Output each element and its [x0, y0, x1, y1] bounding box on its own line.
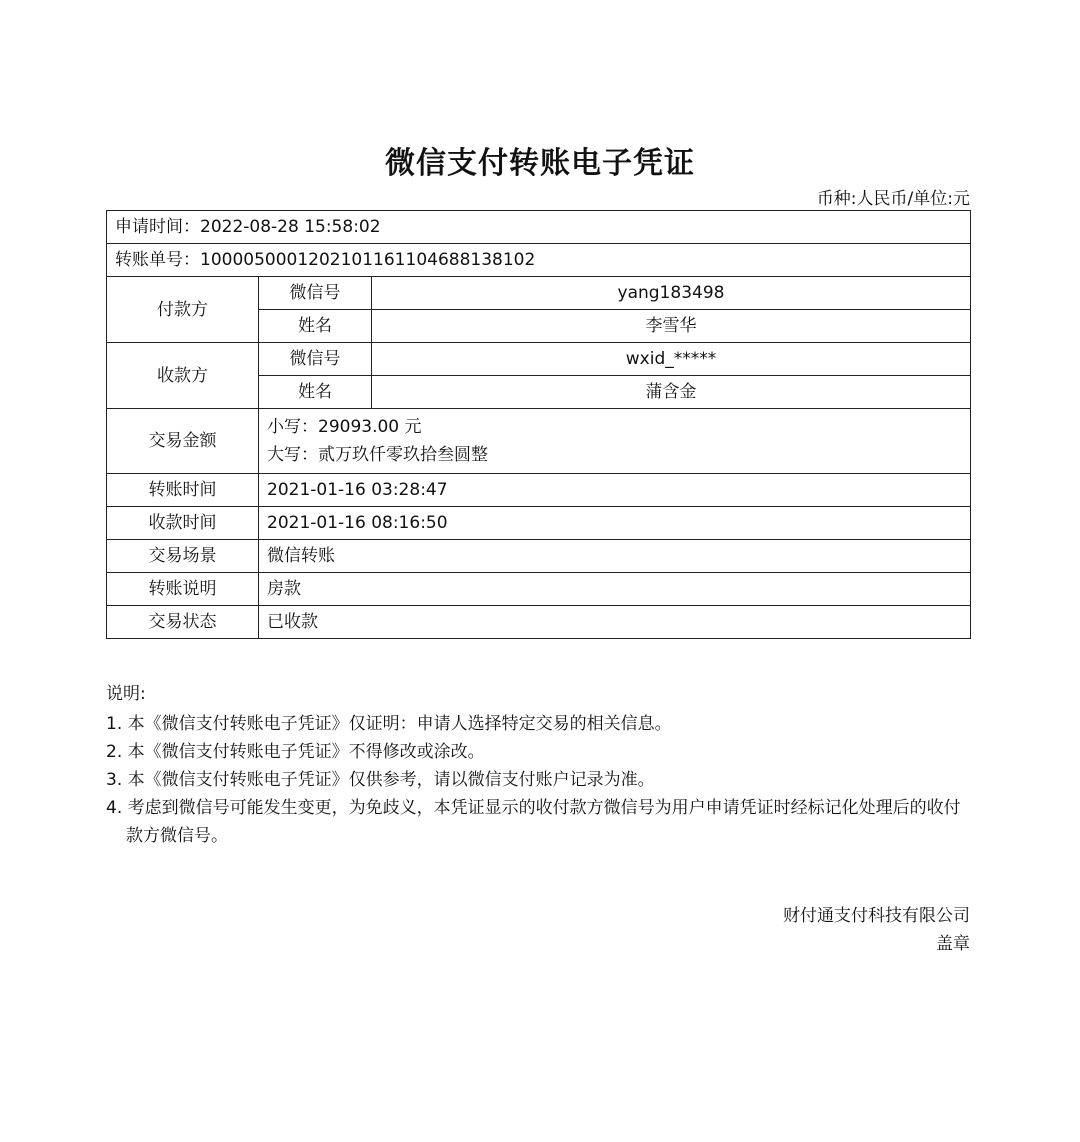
- payer-wechat-value: yang183498: [372, 277, 971, 310]
- notes-heading: 说明:: [106, 684, 146, 704]
- company-block: [783, 902, 970, 958]
- document-title: 微信支付转账电子凭证: [385, 146, 695, 181]
- remark-value: 房款: [259, 573, 971, 606]
- company-name: 财付通支付科技有限公司: [783, 906, 970, 926]
- payer-wechat-label: 微信号: [259, 277, 372, 310]
- scene-value: 微信转账: [259, 540, 971, 573]
- payee-wechat-label: 微信号: [259, 343, 372, 376]
- note-item-4: 4. 考虑到微信号可能发生变更，为免歧义，本凭证显示的收付款方微信号为用户申请凭证时经标记化处理后的收付款方微信号。: [106, 798, 961, 846]
- status-row: [107, 606, 971, 639]
- payer-label: 付款方: [107, 277, 259, 343]
- amount-row: [107, 409, 971, 474]
- notes-section: [106, 680, 976, 850]
- payee-name-value: 蒲含金: [372, 376, 971, 409]
- receive-time-row: [107, 507, 971, 540]
- payee-label: 收款方: [107, 343, 259, 409]
- apply-time-row: [107, 211, 971, 244]
- transfer-time-value: 2021-01-16 03:28:47: [259, 474, 971, 507]
- remark-row: [107, 573, 971, 606]
- payee-name-label: 姓名: [259, 376, 372, 409]
- note-item-3: 3. 本《微信支付转账电子凭证》仅供参考，请以微信支付账户记录为准。: [106, 770, 655, 790]
- amount-lower: 小写：29093.00 元: [267, 417, 422, 437]
- transfer-no: 转账单号：1000050001202101161104688138102: [107, 244, 971, 277]
- remark-label: 转账说明: [107, 573, 259, 606]
- scene-row: [107, 540, 971, 573]
- voucher-table: [106, 210, 971, 639]
- amount-upper: 大写：贰万玖仟零玖拾叁圆整: [267, 445, 488, 465]
- payer-name-label: 姓名: [259, 310, 372, 343]
- receive-time-label: 收款时间: [107, 507, 259, 540]
- transfer-time-row: [107, 474, 971, 507]
- amount-value: [259, 409, 971, 474]
- scene-label: 交易场景: [107, 540, 259, 573]
- currency-note: 币种:人民币/单位:元: [816, 189, 970, 209]
- payer-name-value: 李雪华: [372, 310, 971, 343]
- amount-label: 交易金额: [107, 409, 259, 474]
- transfer-time-label: 转账时间: [107, 474, 259, 507]
- receive-time-value: 2021-01-16 08:16:50: [259, 507, 971, 540]
- note-item-1: 1. 本《微信支付转账电子凭证》仅证明：申请人选择特定交易的相关信息。: [106, 714, 672, 734]
- status-label: 交易状态: [107, 606, 259, 639]
- note-item-2: 2. 本《微信支付转账电子凭证》不得修改或涂改。: [106, 742, 485, 762]
- payer-wechat-row: [107, 277, 971, 310]
- payee-wechat-row: [107, 343, 971, 376]
- status-value: 已收款: [259, 606, 971, 639]
- transfer-no-row: [107, 244, 971, 277]
- seal-text: 盖章: [936, 934, 970, 954]
- payee-wechat-value: wxid_*****: [372, 343, 971, 376]
- apply-time: 申请时间：2022-08-28 15:58:02: [107, 211, 971, 244]
